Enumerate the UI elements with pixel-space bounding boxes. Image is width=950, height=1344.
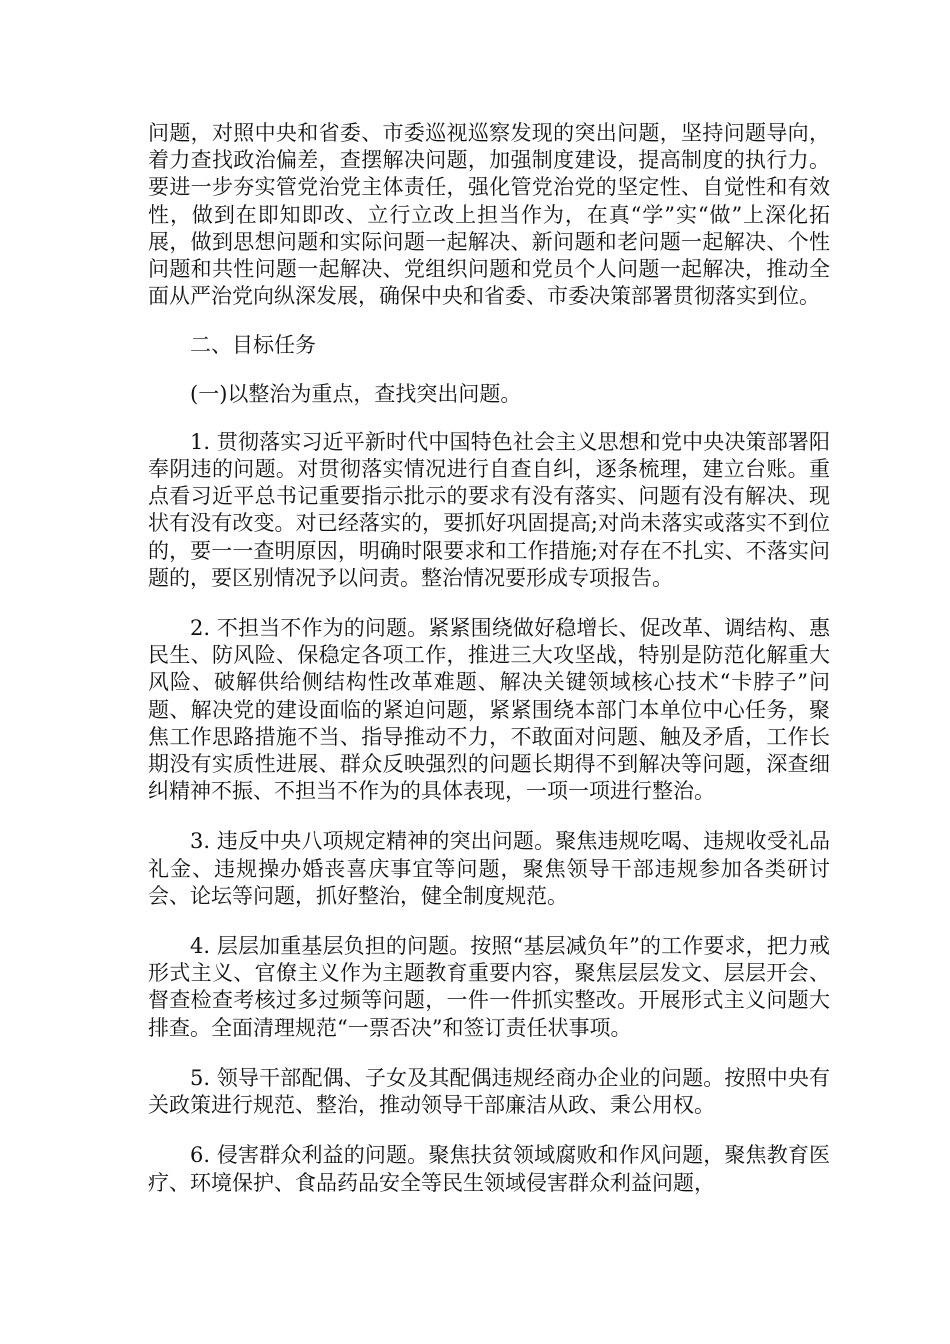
item-paragraph-2: 2. 不担当不作为的问题。紧紧围绕做好稳增长、促改革、调结构、惠民生、防风险、保稳定各项工作，推进三大攻坚战，特别是防范化解重大风险、破解供给侧结构性改革难题、解决关键领域核心技术“卡脖子”问题、解决党的建设面临的紧迫问题，紧紧围绕本部门本单位中心任务，聚焦工作思路措施不当、指导推动不力，不敢面对问题、触及矛盾，工作长期没有实质性进展、群众反映强烈的问题长期得不到解决等问题，深查细纠精神不振、不担当不作为的具体表现，一项一项进行整治。 — [148, 616, 830, 804]
section-title: 二、目标任务 — [190, 333, 316, 358]
subsection-title: (一)以整治为重点，查找突出问题。 — [190, 381, 522, 406]
intro-paragraph: 问题，对照中央和省委、市委巡视巡察发现的突出问题，坚持问题导向，着力查找政治偏差，查摆解决问题，加强制度建设，提高制度的执行力。要进一步夯实管党治党主体责任，强化管党治党的坚定性、自觉性和有效性，做到在即知即改、立行立改上担当作为，在真“学”实“做”上深化拓展，做到思想问题和实际问题一起解决、新问题和老问题一起解决、个性问题和共性问题一起解决、党组织问题和党员个人问题一起解决，推动全面从严治党向纵深发展，确保中央和省委、市委决策部署贯彻落实到位。 — [148, 121, 830, 309]
document-page — [148, 120, 830, 1197]
item-paragraph-5: 5. 领导干部配偶、子女及其配偶违规经商办企业的问题。按照中央有关政策进行规范、整治，推动领导干部廉洁从政、秉公用权。 — [148, 1065, 830, 1118]
item-paragraph-3: 3. 违反中央八项规定精神的突出问题。聚焦违规吃喝、违规收受礼品礼金、违规操办婚丧喜庆事宜等问题，聚焦领导干部违规参加各类研讨会、论坛等问题，抓好整治，健全制度规范。 — [148, 829, 830, 908]
item-paragraph-6: 6. 侵害群众利益的问题。聚焦扶贫领域腐败和作风问题，聚焦教育医疗、环境保护、食品药品安全等民生领域侵害群众利益问题， — [148, 1143, 830, 1195]
item-paragraph-4: 4. 层层加重基层负担的问题。按照“基层减负年”的工作要求，把力戒形式主义、官僚主义作为主题教育重要内容，聚焦层层发文、层层开会、督查检查考核过多过频等问题，一件一件抓实整改。开展形式主义问题大排查。全面清理规范“一票否决”和签订责任状事项。 — [148, 934, 830, 1040]
item-paragraph-1: 1. 贯彻落实习近平新时代中国特色社会主义思想和党中央决策部署阳奉阴违的问题。对贯彻落实情况进行自查自纠，逐条梳理，建立台账。重点看习近平总书记重要指示批示的要求有没有落实、问题有没有解决、现状有没有改变。对已经落实的，要抓好巩固提高;对尚未落实或落实不到位的，要一一查明原因，明确时限要求和工作措施;对存在不扎实、不落实问题的，要区别情况予以问责。整治情况要形成专项报告。 — [148, 429, 830, 590]
